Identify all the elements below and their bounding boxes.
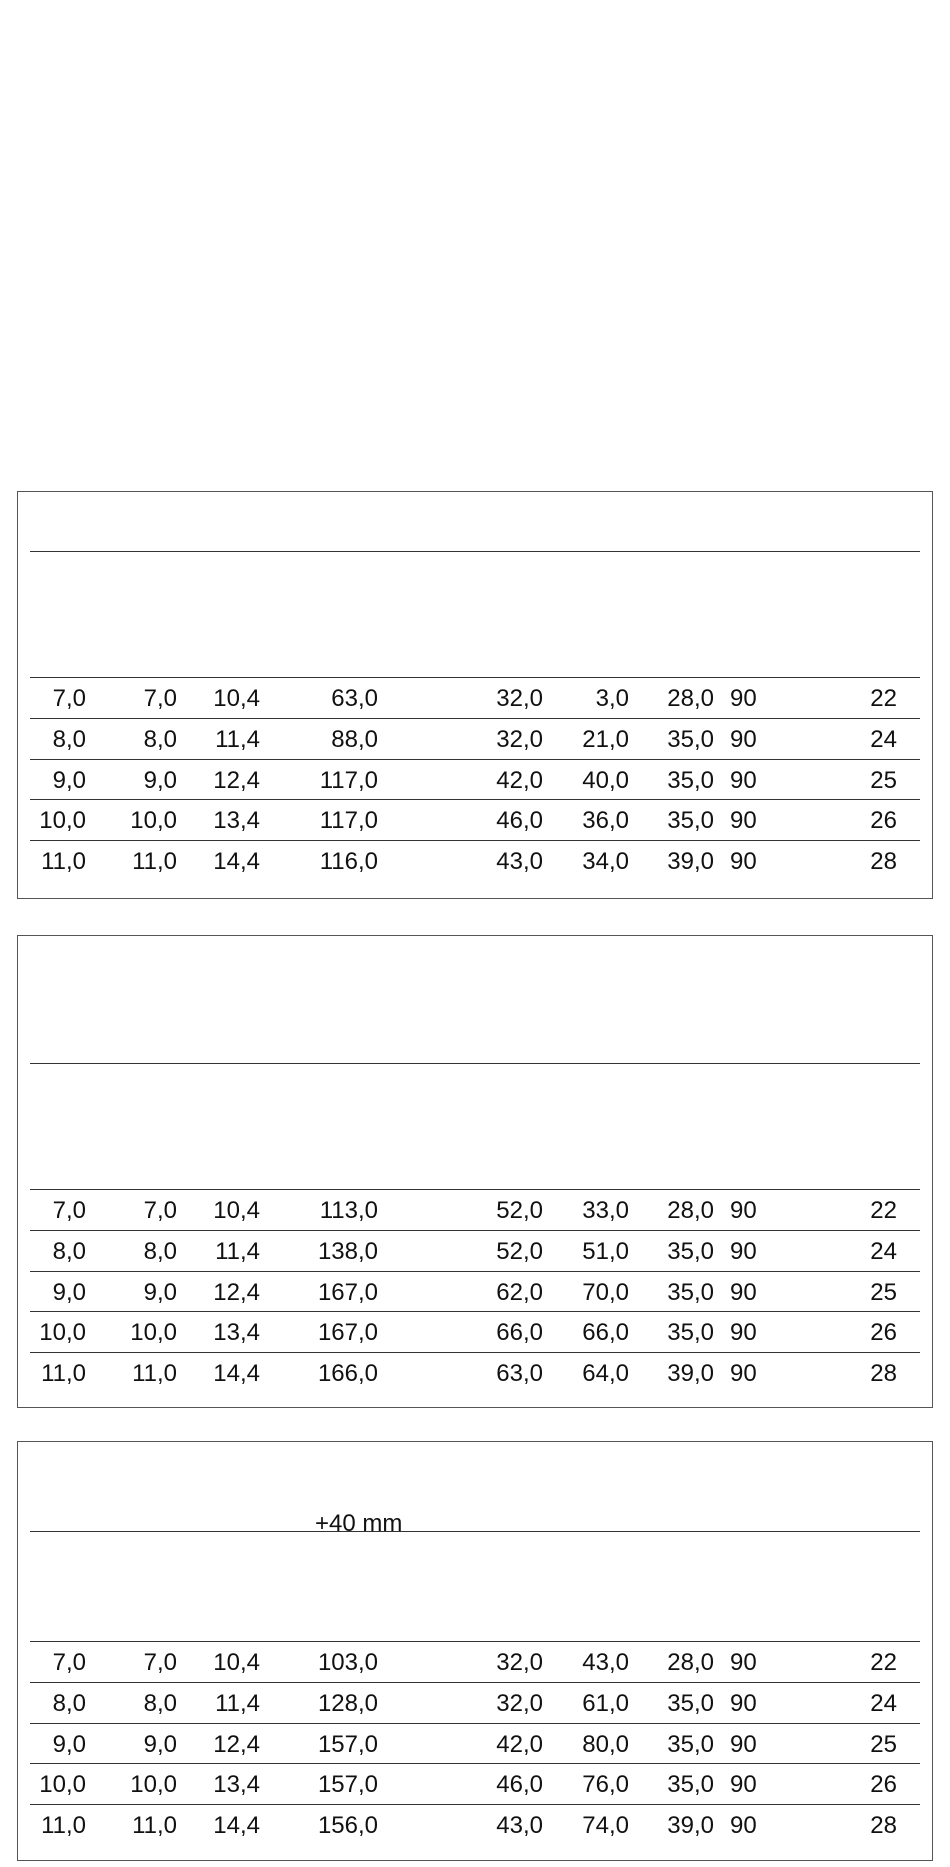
- table-row: [30, 1352, 920, 1392]
- cell: 9,0: [52, 1279, 86, 1306]
- cell: 167,0: [317, 1319, 378, 1346]
- table-row: [30, 1763, 920, 1803]
- cell: 9,0: [143, 1279, 177, 1306]
- cell: 90: [730, 767, 757, 794]
- row-divider: [30, 1271, 920, 1272]
- cell: 90: [730, 1771, 757, 1798]
- cell: 11,4: [215, 1690, 260, 1717]
- cell: 167,0: [317, 1279, 378, 1306]
- cell: 7,0: [52, 1197, 86, 1224]
- cell: 113,0: [319, 1197, 378, 1224]
- cell: 26: [870, 1319, 897, 1346]
- cell: 8,0: [52, 726, 86, 753]
- cell: 12,4: [213, 1279, 260, 1306]
- row-divider: [30, 1230, 920, 1231]
- cell: 11,0: [132, 1360, 177, 1387]
- cell: 90: [730, 1690, 757, 1717]
- cell: 7,0: [143, 685, 177, 712]
- cell: 36,0: [582, 807, 629, 834]
- cell: 35,0: [667, 1279, 714, 1306]
- cell: 26: [870, 1771, 897, 1798]
- cell: 63,0: [331, 685, 378, 712]
- cell: 7,0: [143, 1197, 177, 1224]
- cell: 7,0: [52, 685, 86, 712]
- cell: 22: [870, 1649, 897, 1676]
- cell: 10,4: [213, 685, 260, 712]
- cell: 138,0: [317, 1238, 378, 1265]
- cell: 90: [730, 807, 757, 834]
- cell: 3,0: [595, 685, 629, 712]
- cell: 10,0: [39, 807, 86, 834]
- cell: 11,0: [132, 1812, 177, 1839]
- table-panel-1: [17, 491, 933, 899]
- cell: 66,0: [582, 1319, 629, 1346]
- cell: 62,0: [496, 1279, 543, 1306]
- table-row: [30, 1804, 920, 1844]
- cell: 39,0: [667, 1812, 714, 1839]
- cell: 90: [730, 1649, 757, 1676]
- cell: 90: [730, 1238, 757, 1265]
- cell: 35,0: [667, 1238, 714, 1265]
- cell: 64,0: [582, 1360, 629, 1387]
- row-divider: [30, 759, 920, 760]
- cell: 90: [730, 1360, 757, 1387]
- cell: 28,0: [667, 1649, 714, 1676]
- cell: 42,0: [496, 767, 543, 794]
- cell: 32,0: [496, 1649, 543, 1676]
- cell: 10,0: [39, 1771, 86, 1798]
- cell: 22: [870, 685, 897, 712]
- header-divider: [30, 551, 920, 552]
- cell: 10,0: [130, 807, 177, 834]
- cell: 156,0: [317, 1812, 378, 1839]
- cell: 35,0: [667, 726, 714, 753]
- cell: 88,0: [331, 726, 378, 753]
- row-divider: [30, 1352, 920, 1353]
- cell: 28,0: [667, 1197, 714, 1224]
- cell: 10,4: [213, 1197, 260, 1224]
- row-divider: [30, 677, 920, 678]
- cell: 35,0: [667, 807, 714, 834]
- cell: 40,0: [582, 767, 629, 794]
- cell: 24: [870, 726, 897, 753]
- cell: 43,0: [496, 1812, 543, 1839]
- cell: 66,0: [496, 1319, 543, 1346]
- cell: 90: [730, 685, 757, 712]
- row-divider: [30, 799, 920, 800]
- cell: 63,0: [496, 1360, 543, 1387]
- table-row: [30, 677, 920, 717]
- cell: 116,0: [319, 848, 378, 875]
- cell: 35,0: [667, 1771, 714, 1798]
- header-divider: [30, 1063, 920, 1064]
- cell: 25: [870, 767, 897, 794]
- cell: 70,0: [582, 1279, 629, 1306]
- cell: 8,0: [143, 1238, 177, 1265]
- table-row: [30, 759, 920, 799]
- row-divider: [30, 1311, 920, 1312]
- cell: 9,0: [143, 1731, 177, 1758]
- row-divider: [30, 1723, 920, 1724]
- cell: 8,0: [52, 1238, 86, 1265]
- cell: 11,4: [215, 1238, 260, 1265]
- table-row: [30, 1230, 920, 1270]
- table-row: [30, 799, 920, 839]
- cell: 32,0: [496, 1690, 543, 1717]
- cell: 24: [870, 1238, 897, 1265]
- cell: 22: [870, 1197, 897, 1224]
- cell: 12,4: [213, 1731, 260, 1758]
- cell: 28,0: [667, 685, 714, 712]
- cell: 90: [730, 1319, 757, 1346]
- cell: 8,0: [143, 1690, 177, 1717]
- cell: 52,0: [496, 1197, 543, 1224]
- cell: 24: [870, 1690, 897, 1717]
- cell: 11,0: [41, 848, 86, 875]
- cell: 90: [730, 726, 757, 753]
- cell: 11,0: [41, 1812, 86, 1839]
- cell: 43,0: [582, 1649, 629, 1676]
- cell: 39,0: [667, 1360, 714, 1387]
- cell: 8,0: [143, 726, 177, 753]
- cell: 35,0: [667, 1690, 714, 1717]
- cell: 42,0: [496, 1731, 543, 1758]
- cell: 10,0: [130, 1771, 177, 1798]
- table-row: [30, 718, 920, 758]
- cell: 90: [730, 1279, 757, 1306]
- cell: 117,0: [319, 807, 378, 834]
- row-divider: [30, 1189, 920, 1190]
- row-divider: [30, 1682, 920, 1683]
- cell: 166,0: [317, 1360, 378, 1387]
- row-divider: [30, 1804, 920, 1805]
- table-panel-2: [17, 935, 933, 1408]
- cell: 25: [870, 1279, 897, 1306]
- cell: 28: [870, 848, 897, 875]
- table-row: [30, 1311, 920, 1351]
- cell: 90: [730, 1812, 757, 1839]
- cell: 11,0: [41, 1360, 86, 1387]
- cell: 90: [730, 1731, 757, 1758]
- cell: 10,0: [130, 1319, 177, 1346]
- row-divider: [30, 718, 920, 719]
- cell: 157,0: [317, 1771, 378, 1798]
- cell: 10,0: [39, 1319, 86, 1346]
- table-panel-3: [17, 1441, 933, 1861]
- cell: 7,0: [143, 1649, 177, 1676]
- cell: 28: [870, 1360, 897, 1387]
- cell: 32,0: [496, 685, 543, 712]
- cell: 33,0: [582, 1197, 629, 1224]
- cell: 26: [870, 807, 897, 834]
- table-row: [30, 1641, 920, 1681]
- cell: 14,4: [213, 1812, 260, 1839]
- cell: 9,0: [143, 767, 177, 794]
- cell: 51,0: [582, 1238, 629, 1265]
- cell: 13,4: [213, 807, 260, 834]
- cell: 8,0: [52, 1690, 86, 1717]
- cell: 39,0: [667, 848, 714, 875]
- cell: 13,4: [213, 1319, 260, 1346]
- header-divider: [30, 1531, 920, 1532]
- table-row: [30, 1189, 920, 1229]
- cell: 12,4: [213, 767, 260, 794]
- cell: 46,0: [496, 807, 543, 834]
- table-row: [30, 1682, 920, 1722]
- cell: 34,0: [582, 848, 629, 875]
- table-row: [30, 1723, 920, 1763]
- cell: 46,0: [496, 1771, 543, 1798]
- cell: 117,0: [319, 767, 378, 794]
- row-divider: [30, 1763, 920, 1764]
- cell: 14,4: [213, 1360, 260, 1387]
- cell: 43,0: [496, 848, 543, 875]
- cell: 7,0: [52, 1649, 86, 1676]
- cell: 128,0: [317, 1690, 378, 1717]
- cell: 28: [870, 1812, 897, 1839]
- table-note: +40 mm: [315, 1510, 403, 1537]
- cell: 10,4: [213, 1649, 260, 1676]
- cell: 21,0: [582, 726, 629, 753]
- cell: 11,4: [215, 726, 260, 753]
- cell: 13,4: [213, 1771, 260, 1798]
- cell: 90: [730, 848, 757, 875]
- table-row: [30, 840, 920, 880]
- cell: 25: [870, 1731, 897, 1758]
- cell: 35,0: [667, 1319, 714, 1346]
- cell: 14,4: [213, 848, 260, 875]
- cell: 52,0: [496, 1238, 543, 1265]
- cell: 9,0: [52, 1731, 86, 1758]
- cell: 35,0: [667, 767, 714, 794]
- cell: 9,0: [52, 767, 86, 794]
- cell: 61,0: [582, 1690, 629, 1717]
- cell: 74,0: [582, 1812, 629, 1839]
- cell: 80,0: [582, 1731, 629, 1758]
- cell: 76,0: [582, 1771, 629, 1798]
- row-divider: [30, 1641, 920, 1642]
- cell: 157,0: [317, 1731, 378, 1758]
- cell: 11,0: [132, 848, 177, 875]
- table-row: [30, 1271, 920, 1311]
- cell: 35,0: [667, 1731, 714, 1758]
- row-divider: [30, 840, 920, 841]
- cell: 103,0: [317, 1649, 378, 1676]
- cell: 90: [730, 1197, 757, 1224]
- cell: 32,0: [496, 726, 543, 753]
